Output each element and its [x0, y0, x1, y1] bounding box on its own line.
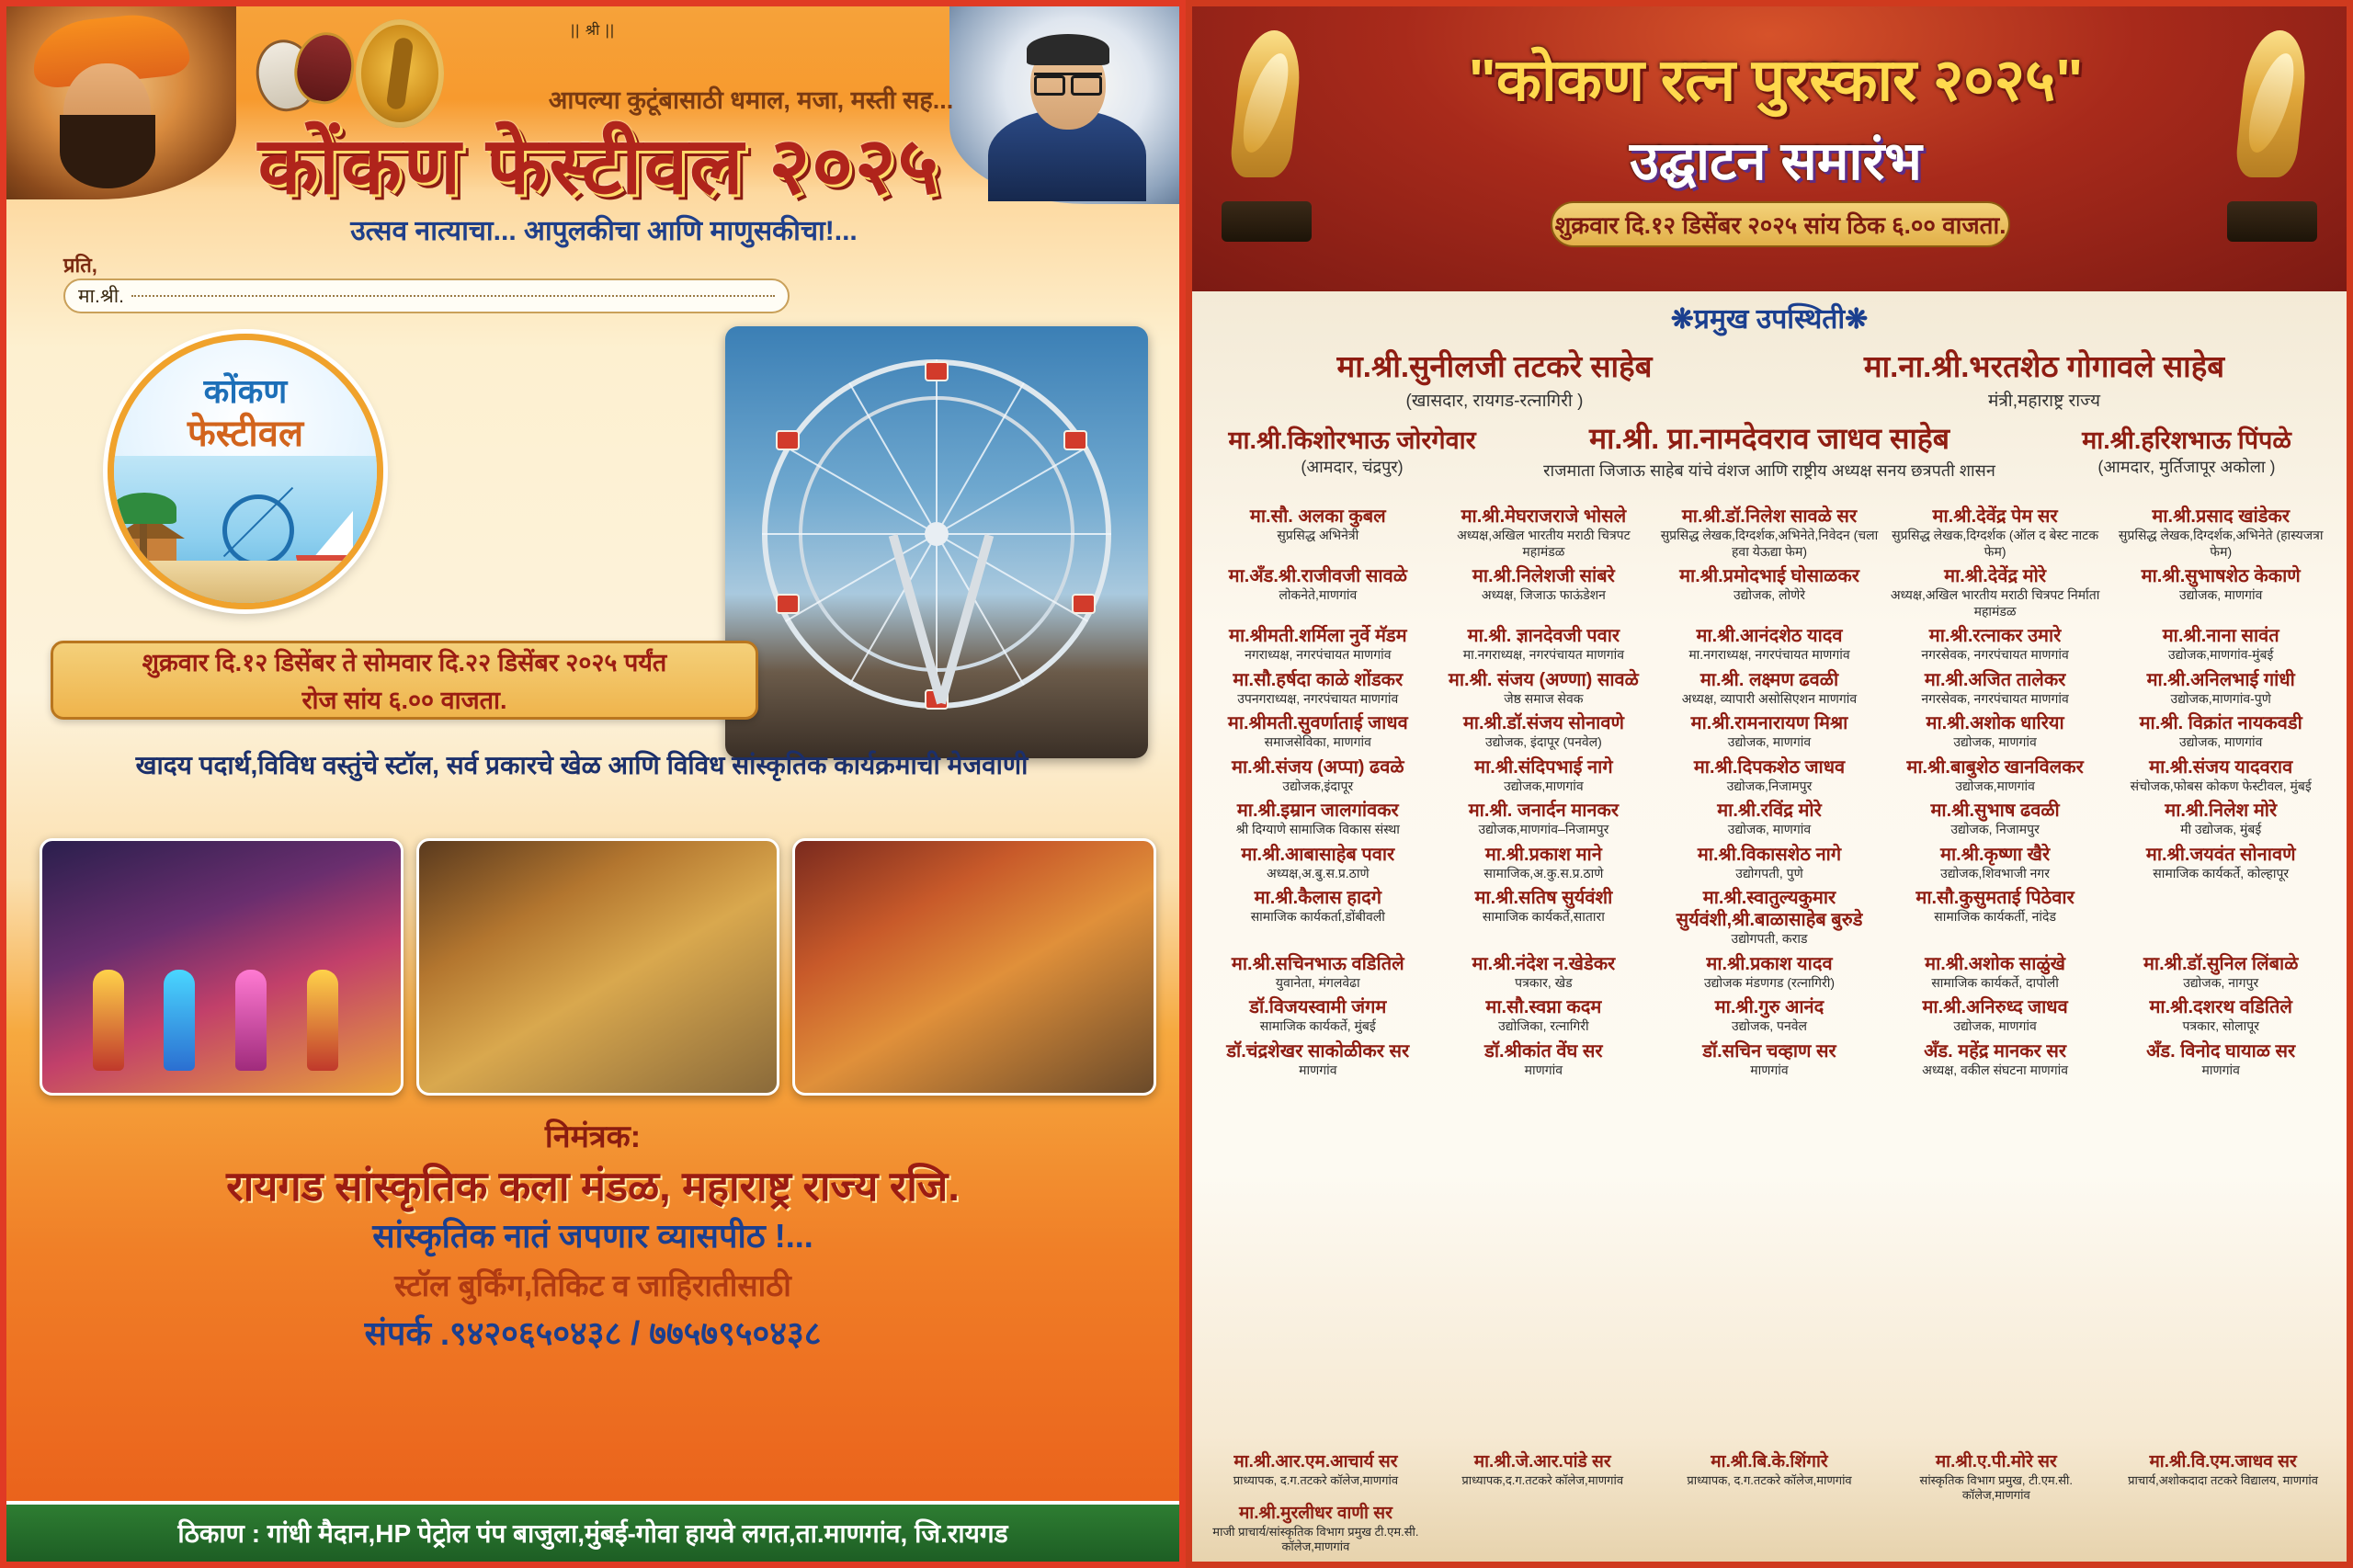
dancer-figure — [93, 970, 124, 1071]
guest-name: मा.श्री.दिपकशेठ जाधव — [1693, 756, 1846, 778]
guest-entry — [1658, 503, 1881, 562]
guest-designation: मी उद्योजक, मुंबई — [2180, 822, 2262, 836]
guest-entry — [1207, 562, 1429, 622]
guest-designation: पत्रकार, सोलापूर — [2182, 1018, 2259, 1033]
side-guest-name: मा.श्री.किशोरभाऊ जोरगेवार — [1228, 426, 1476, 454]
guest-name: मा.श्री.गुरु आनंद — [1714, 997, 1824, 1017]
guest-entry — [1884, 950, 2107, 994]
trophy-figure — [2234, 30, 2311, 177]
guest-name: डॉ.श्रीकांत वेंघ सर — [1484, 1040, 1603, 1062]
guest-entry — [1884, 994, 2107, 1038]
guest-name: मा.श्री.निलेश मोरे — [2165, 801, 2278, 821]
guest-designation: उद्योजक,निजामपुर — [1726, 778, 1813, 793]
organizer-slogan: सांस्कृतिक नातं जपणार व्यासपीठ !... — [372, 1217, 813, 1255]
guest-designation: सामाजिक कार्यकर्ते,सातारा — [1482, 909, 1605, 924]
guest-name: डॉ.विजयस्वामी जंगम — [1249, 997, 1387, 1017]
guest-designation: उद्योजक, माणगांव — [1727, 822, 1812, 836]
guest-entry — [1658, 710, 1881, 754]
bottom-guest-row — [1205, 1452, 2334, 1554]
guest-designation: सामाजिक कार्यकर्ते, दापोली — [1931, 974, 2059, 990]
guest-entry — [1884, 666, 2107, 710]
addressee-input-line[interactable] — [63, 278, 790, 313]
guest-designation: उद्योजक, नागपुर — [2183, 974, 2259, 990]
chief-guests-row — [1220, 345, 2319, 412]
trophy-base — [1222, 201, 1312, 242]
guest-name: मा.श्री.डॉ.संजय सोनावणे — [1462, 713, 1624, 733]
sailboat-icon — [313, 511, 353, 559]
side-guest-designation: (आमदार, चंद्रपुर) — [1301, 458, 1404, 476]
guest-name: मा.श्री. लक्ष्मण ढवळी — [1699, 669, 1839, 690]
guest-name: मा.श्री.प्रकाश माने — [1484, 844, 1602, 865]
bottom-guest-entry — [1659, 1452, 1881, 1503]
guest-entry — [2109, 666, 2332, 710]
guest-designation: सामाजिक,अ.कु.स.प्र.ठाणे — [1483, 865, 1604, 881]
guest-name: मा.श्रीमती.शर्मिला नुर्वे मॅडम — [1229, 626, 1407, 646]
guest-name: मा.सौ.स्वप्ना कदम — [1485, 997, 1602, 1017]
guest-name: मा.श्री.स्वातुल्यकुमार सुर्यवंशी,श्री.बाळासाहेब बुरुडे — [1676, 888, 1863, 930]
guest-designation: सामाजिक कार्यकर्ते, कोल्हापूर — [2153, 865, 2290, 881]
wheel-cabin — [776, 430, 800, 450]
guest-name: मा.श्री.सचिनभाऊ वडितिले — [1231, 953, 1404, 974]
guest-entry — [1658, 884, 1881, 950]
guest-entry — [1207, 1038, 1429, 1082]
guest-name: मा.श्री.सतिष सुर्यवंशी — [1474, 888, 1613, 908]
guest-name: मा.श्री.नंदेश न.खेडेकर — [1472, 953, 1616, 974]
festival-daily-time: रोज सांय ६.०० वाजता. — [301, 687, 507, 714]
guest-designation: उद्योजिका, रत्नागिरी — [1498, 1018, 1589, 1033]
guest-entry — [1207, 841, 1429, 885]
guest-name: मा.श्री.दशरथ वडितिले — [2149, 997, 2292, 1017]
guest-entry — [1433, 754, 1655, 798]
guest-designation: नगरसेवक, नगरपंचायत माणगांव — [1921, 690, 2069, 706]
theatre-masks-icon — [256, 27, 367, 119]
guest-designation: उद्योजक,इंदापूर — [1282, 778, 1354, 793]
glasses-icon — [1034, 73, 1102, 87]
guest-designation: उद्योजक मंडणगड (रत्नागिरी) — [1703, 974, 1835, 990]
guest-designation: सुप्रसिद्ध लेखक,दिग्दर्शक,अभिनेते (हास्यजत्रा फेम) — [2118, 528, 2324, 559]
guest-entry — [1433, 950, 1655, 994]
guest-entry — [1658, 622, 1881, 666]
guest-designation: माणगांव — [2201, 1062, 2240, 1077]
guest-designation: अध्यक्ष, वकील संघटना माणगांव — [1922, 1062, 2069, 1077]
guest-designation: सामाजिक कार्यकर्ता,डोंबीवली — [1250, 909, 1385, 924]
guest-name: मा.श्री.बि.के.शिंगारे — [1711, 1452, 1828, 1472]
guest-designation: माणगांव — [1524, 1062, 1563, 1077]
guest-name: मा.श्री.अजित तालेकर — [1924, 669, 2066, 690]
guest-name: मा.श्री.प्रकाश यादव — [1706, 953, 1833, 974]
contact-phone-numbers[interactable]: संपर्क .९४२०६५०४३८ / ७७५७९५०४३८ — [364, 1314, 822, 1352]
chief-guest — [1231, 345, 1758, 412]
guest-designation: पत्रकार, खेड — [1515, 974, 1573, 990]
guest-designation: सामाजिक कार्यकर्ती, नांदेड — [1934, 909, 2056, 924]
guest-name: मा.श्री.जयवंत सोनावणे — [2145, 844, 2296, 865]
guest-entry — [1658, 994, 1881, 1038]
guest-name: मा.श्री.ए.पी.मोरे सर — [1935, 1452, 2057, 1472]
guest-entry — [1658, 666, 1881, 710]
guest-name: मा.श्रीमती.सुवर्णाताई जाधव — [1227, 713, 1408, 733]
guest-designation: माणगांव — [1750, 1062, 1789, 1077]
guest-entry — [1433, 797, 1655, 841]
logo-beach-scene — [114, 456, 377, 603]
guest-entry — [1658, 797, 1881, 841]
guest-entry — [1207, 666, 1429, 710]
chief-guest-name: मा.श्री.सुनीलजी तटकरे साहेब — [1336, 349, 1653, 383]
guest-entry — [1884, 841, 2107, 885]
guest-name: मा.सौ.कुसुमताई पिठेवार — [1915, 888, 2075, 908]
festival-date-banner — [51, 641, 758, 720]
wheel-cabin — [1063, 430, 1087, 450]
guest-name: मा.श्री.प्रसाद खांडेकर — [2152, 506, 2290, 527]
guest-designation: मा.नगराध्यक्ष, नगरपंचायत माणगांव — [1688, 647, 1850, 662]
guest-designation: उद्योजक, निजामपुर — [1950, 822, 2040, 836]
shri-invocation: || श्री || — [571, 23, 615, 39]
guest-entry — [1884, 797, 2107, 841]
guest-entry — [2109, 884, 2332, 950]
guest-name: मा.श्री.अनिरुध्द जाधव — [1922, 997, 2068, 1017]
dancer-figure — [164, 970, 195, 1071]
guest-name: अँड. महेंद्र मानकर सर — [1924, 1040, 2067, 1062]
guest-designation: उद्योगपती, पुणे — [1735, 865, 1803, 881]
guest-designation: सुप्रसिद्ध लेखक,दिग्दर्शक,अभिनेते,निवेदन (चला हवा येऊद्या फेम) — [1660, 528, 1879, 559]
guest-designation: नगराध्यक्ष, नगरपंचायत माणगांव — [1245, 647, 1392, 662]
guest-name: मा.श्री. विक्रांत नायकवडी — [2139, 713, 2302, 733]
ferris-wheel-icon — [222, 494, 294, 566]
guest-entry — [1433, 841, 1655, 885]
guest-entry — [1433, 994, 1655, 1038]
guest-name: मा.श्री.अशोक धारिया — [1926, 713, 2064, 733]
guest-name: मा.श्री.कैलास हादगे — [1254, 888, 1382, 908]
organizer-name: रायगड सांस्कृतिक कला मंडळ, महाराष्ट्र राज्य रजि. — [226, 1163, 960, 1210]
guest-entry — [1658, 950, 1881, 994]
guest-entry — [1884, 1038, 2107, 1082]
trophy-base — [2227, 201, 2317, 242]
chief-guest-name: मा.ना.श्री.भरतशेठ गोगावले साहेब — [1863, 349, 2225, 383]
guest-entry — [2109, 622, 2332, 666]
guest-entry — [1433, 622, 1655, 666]
guest-name: मा.श्री.देवेंद्र पेम सर — [1932, 506, 2058, 527]
bottom-guest-entry — [1205, 1452, 1427, 1503]
guest-designation: नगरसेवक, नगरपंचायत माणगांव — [1921, 647, 2069, 662]
guest-entry — [1207, 950, 1429, 994]
guest-designation: उद्योजक, इंदापूर (पनवेल) — [1484, 734, 1602, 749]
inviter-label: निमंत्रक: — [544, 1119, 642, 1154]
wheel-hub — [925, 522, 949, 546]
guest-name: मा.श्री.वि.एम.जाधव सर — [2149, 1452, 2297, 1472]
guest-entry — [2109, 1038, 2332, 1082]
ferris-wheel-photo — [725, 326, 1148, 758]
guest-name: मा.श्री.इम्रान जालगांवकर — [1236, 801, 1399, 821]
festival-date-range: शुक्रवार दि.१२ डिसेंबर ते सोमवार दि.२२ डिसेंबर २०२५ पर्यंत — [142, 649, 667, 676]
guest-entry — [1884, 622, 2107, 666]
guest-name: मा.श्री.अनिलभाई गांधी — [2146, 669, 2295, 690]
guest-designation: प्राध्यापक, द.ग.तटकरे कॉलेज,माणगांव — [1687, 1473, 1852, 1488]
guest-entry — [1658, 562, 1881, 622]
guest-designation: उद्योजक, माणगांव — [2178, 734, 2263, 749]
guest-entry — [1433, 1038, 1655, 1082]
guest-designation: सामाजिक कार्यकर्ते, मुंबई — [1259, 1018, 1376, 1033]
festival-tagline-secondary: उत्सव नात्याचा... आपुलकीचा आणि माणुसकीचा!... — [350, 216, 858, 246]
guest-designation: उद्योजक, पनवेल — [1731, 1018, 1808, 1033]
folk-dance-photo — [40, 838, 404, 1096]
guest-entry — [1207, 710, 1429, 754]
guest-name: मा.श्री.रामनारायण मिश्रा — [1690, 713, 1848, 733]
chief-guest-designation: मंत्री,महाराष्ट्र राज्य — [1987, 392, 2101, 411]
central-guest-name: मा.श्री. प्रा.नामदेवराव जाधव साहेब — [1588, 422, 1950, 455]
guest-name: मा.श्री. संजय (अण्णा) सावळे — [1448, 669, 1639, 690]
central-guest-designation: राजमाता जिजाऊ साहेब यांचे वंशज आणि राष्ट्रीय अध्यक्ष सनय छत्रपती शासन — [1543, 461, 1995, 480]
guest-name: मा.श्री. ज्ञानदेवजी पवार — [1467, 626, 1620, 646]
guest-entry — [1884, 754, 2107, 798]
guest-designation: प्राचार्य,अशोकदादा तटकरे विद्यालय, माणगांव — [2128, 1473, 2319, 1488]
guest-designation: जेष्ठ समाज सेवक — [1504, 690, 1584, 706]
guest-name: मा.श्री.संदिपभाई नागे — [1474, 756, 1613, 778]
logo-line-2: फेस्टीवल — [187, 414, 304, 454]
guest-name: मा.श्री.मेघराजराजे भोसले — [1461, 506, 1627, 527]
guest-entry — [2109, 841, 2332, 885]
guest-name: मा.श्री.नाना सावंत — [2162, 626, 2279, 646]
guest-designation: माजी प्राचार्य/सांस्कृतिक विभाग प्रमुख टी.एम.सी. कॉलेज,माणगांव — [1212, 1524, 1419, 1553]
festival-logo — [108, 334, 383, 609]
guest-designation: उद्योजक, माणगांव — [1953, 1018, 2037, 1033]
festival-tagline-primary: आपल्या कुटूंबासाठी धमाल, मजा, मस्ती सह... — [548, 86, 954, 114]
guest-entry — [1433, 884, 1655, 950]
trophy-icon — [1216, 30, 1317, 242]
guest-name: डॉ.चंद्रशेखर साकोळीकर सर — [1226, 1040, 1410, 1062]
award-ceremony-poster — [1186, 0, 2353, 1568]
guest-entry — [1433, 562, 1655, 622]
guest-name: मा.श्री.आबासाहेब पवार — [1241, 844, 1395, 865]
guest-designation: सांस्कृतिक विभाग प्रमुख, टी.एम.सी. कॉलेज,माणगांव — [1919, 1473, 2074, 1503]
wheel-cabin — [925, 361, 949, 381]
venue-address-strip: ठिकाण : गांधी मैदान,HP पेट्रोल पंप बाजुला,मुंबई-गोवा हायवे लगत,ता.माणगांव, जि.रायगड — [6, 1501, 1179, 1562]
guest-designation: सुप्रसिद्ध लेखक,दिग्दर्शक (ऑल द बेस्ट नाटक फेम) — [1892, 528, 2099, 559]
trophy-figure — [1229, 30, 1305, 177]
guest-designation: अध्यक्ष,अ.बु.स.प्र.ठाणे — [1267, 865, 1370, 881]
guest-list-grid — [1207, 503, 2332, 1473]
guest-designation: उद्योजक, लोणेरे — [1733, 587, 1805, 602]
guest-entry — [1658, 841, 1881, 885]
guest-name: मा.श्री.सुभाष ढवळी — [1930, 801, 2060, 821]
guest-entry — [1207, 622, 1429, 666]
guest-entry — [2109, 503, 2332, 562]
guest-name: मा.श्री.आर.एम.आचार्य सर — [1233, 1452, 1398, 1472]
guest-designation: उद्योजक,माणगांव — [1955, 778, 2035, 793]
guest-entry — [1207, 797, 1429, 841]
guest-designation: लोकनेते,माणगांव — [1279, 587, 1358, 602]
guest-name: मा.श्री.जे.आर.पांडे सर — [1473, 1452, 1611, 1472]
guest-name: मा.श्री.रविंद्र मोरे — [1717, 801, 1822, 821]
guest-designation: युवानेता, मंगलवेढा — [1275, 974, 1360, 990]
guest-designation: मा.नगराध्यक्ष, नगरपंचायत माणगांव — [1462, 647, 1625, 662]
guest-name: मा.सौ. अलका कुबल — [1249, 506, 1386, 527]
guest-entry — [1207, 884, 1429, 950]
guest-name: मा.श्री.विकासशेठ नागे — [1697, 844, 1842, 865]
festival-photo-gallery — [40, 838, 1156, 1096]
guest-name: मा.श्री.देवेंद्र मोरे — [1944, 566, 2047, 586]
bottom-guest-entry — [1885, 1452, 2107, 1503]
dancer-figure — [235, 970, 267, 1071]
festival-title: कोंकण फेस्टीवल २०२५ — [257, 122, 941, 210]
guest-name: मा.श्री.मुरलीधर वाणी सर — [1238, 1503, 1392, 1523]
guest-designation: उपनगराध्यक्ष, नगरपंचायत माणगांव — [1237, 690, 1399, 706]
guest-designation: प्राध्यापक,द.ग.तटकरे कॉलेज,माणगांव — [1461, 1473, 1624, 1488]
guest-entry — [1207, 994, 1429, 1038]
guest-designation: अध्यक्ष,अखिल भारतीय मराठी चित्रपट महामंडळ — [1457, 528, 1631, 559]
guest-designation: उद्योजक, माणगांव — [2178, 587, 2263, 602]
crowd-festival-photo — [792, 838, 1156, 1096]
award-subtitle: उद्घाटन समारंभ — [1630, 131, 1922, 191]
guest-name: मा.अँड.श्री.राजीवजी सावळे — [1228, 566, 1407, 586]
guest-designation: उद्योजक,माणगांव-पुणे — [2170, 690, 2271, 706]
guest-entry — [1884, 884, 2107, 950]
guest-designation: उद्योगपती, कराड — [1731, 931, 1808, 946]
guest-name: डॉ.सचिन चव्हाण सर — [1702, 1040, 1836, 1062]
bottom-guest-entry — [1432, 1452, 1654, 1503]
guest-designation: सुप्रसिद्ध अभिनेत्री — [1277, 528, 1359, 542]
guest-designation: अध्यक्ष,अखिल भारतीय मराठी चित्रपट निर्माता महामंडळ — [1890, 587, 2100, 619]
guest-designation: उद्योजक, माणगांव — [1727, 734, 1812, 749]
guest-entry — [1884, 503, 2107, 562]
guest-name: मा.श्री.निलेशजी सांबरे — [1472, 566, 1615, 586]
guest-name: मा.श्री.डॉ.सुनिल लिंबाळे — [2143, 953, 2299, 974]
guest-designation: उद्योजक,माणगांव — [1504, 778, 1584, 793]
guest-name: मा.श्री.डॉ.निलेश सावळे सर — [1681, 506, 1858, 527]
guest-designation: समाजसेविका, माणगांव — [1264, 734, 1371, 749]
guest-designation: उद्योजक,माणगांव-मुंबई — [2167, 647, 2274, 662]
guest-name: मा.श्री.बाबुशेठ खानविलकर — [1906, 756, 2084, 778]
award-title: "कोकण रत्न पुरस्कार २०२५" — [1468, 47, 2084, 113]
bottom-guest-entry — [1205, 1504, 1427, 1554]
chief-guest — [1780, 345, 2308, 412]
guest-entry — [1884, 562, 2107, 622]
addressee-label: प्रति, — [63, 254, 97, 277]
side-guest-name: मा.श्री.हरिशभाऊ पिंपळे — [2082, 426, 2291, 454]
bottom-guest-entry — [2112, 1452, 2334, 1503]
guest-designation: प्राध्यापक, द.ग.तटकरे कॉलेज,माणगांव — [1233, 1473, 1399, 1488]
guest-designation: संचोजक,फोबस कोकण फेस्टीवल, मुंबई — [2130, 778, 2312, 793]
sand-strip — [114, 561, 377, 603]
booking-info: स्टॉल बुर्किंग,तिकिट व जाहिरातीसाठी — [394, 1268, 791, 1302]
guest-entry — [1433, 710, 1655, 754]
guest-name: अँड. विनोद घायाळ सर — [2146, 1040, 2296, 1062]
wheel-cabin — [1072, 594, 1096, 614]
guest-name: मा.सौ.हर्षदा काळे शोंडकर — [1233, 669, 1404, 690]
chief-guest-designation: (खासदार, रायगड-रत्नागिरी ) — [1405, 392, 1584, 411]
award-date-badge: शुक्रवार दि.१२ डिसेंबर २०२५ सांय ठिक ६.०० वाजता. — [1551, 201, 2010, 247]
central-chief-guest — [1192, 418, 2347, 482]
guest-entry — [2109, 754, 2332, 798]
guest-entry — [1433, 666, 1655, 710]
guest-entry — [1658, 754, 1881, 798]
guest-entry — [2109, 994, 2332, 1038]
guest-entry — [2109, 950, 2332, 994]
guest-name: मा.श्री. जनार्दन मानकर — [1468, 801, 1620, 821]
addressee-dotted-line — [131, 295, 775, 297]
guest-entry — [1658, 1038, 1881, 1082]
guest-name: मा.श्री.आनंदशेठ यादव — [1696, 626, 1843, 646]
trophy-icon — [2222, 30, 2323, 242]
logo-line-1: कोंकण — [203, 372, 288, 410]
guest-name: मा.श्री.प्रमोदभाई घोसाळकर — [1679, 566, 1859, 586]
guest-designation: उद्योजक,शिवभाजी नगर — [1940, 865, 2050, 881]
guest-entry — [1207, 503, 1429, 562]
chief-guests-heading: ❋प्रमुख उपस्थिती❋ — [1670, 304, 1869, 335]
guest-entry — [1433, 503, 1655, 562]
guest-entry — [2109, 562, 2332, 622]
guest-entry — [2109, 710, 2332, 754]
guest-designation: अध्यक्ष, जिजाऊ फाऊंडेशन — [1481, 587, 1606, 602]
guest-entry — [1884, 710, 2107, 754]
guest-name: मा.श्री.सुभाषशेठ केकाणे — [2141, 566, 2301, 586]
dancer-figure — [307, 970, 338, 1071]
addressee-prefix: मा.श्री. — [78, 286, 124, 307]
side-guest-designation: (आमदार, मुर्तिजापूर अकोला ) — [2097, 458, 2276, 476]
guest-designation: माणगांव — [1299, 1062, 1337, 1077]
guest-designation: उद्योजक,माणगांव–निजामपुर — [1478, 822, 1609, 836]
guest-designation: अध्यक्ष, व्यापारी असोसिएशन माणगांव — [1681, 690, 1858, 706]
guest-entry — [1207, 754, 1429, 798]
wheel-cabin — [776, 594, 800, 614]
guest-name: मा.श्री.कृष्णा खैरे — [1940, 844, 2051, 865]
food-stalls-photo — [416, 838, 780, 1096]
festival-description: खादय पदार्थ,विविध वस्तुंचे स्टॉल, सर्व प्रकारचे खेळ आणि विविध सांस्कृतिक कार्यक्रमाची मेजवाणी — [135, 751, 1029, 779]
guest-name: मा.श्री.रत्नाकर उमारे — [1928, 626, 2062, 646]
guest-entry — [2109, 797, 2332, 841]
guest-name: मा.श्री.संजय यादवराव — [2149, 756, 2293, 778]
guest-designation: उद्योजक, माणगांव — [1953, 734, 2037, 749]
guest-name: मा.श्री.अशोक साळुंखे — [1925, 953, 2066, 974]
guest-name: मा.श्री.संजय (अप्पा) ढवळे — [1232, 756, 1404, 778]
guest-designation: श्री दिग्याणे सामाजिक विकास संस्था — [1235, 822, 1400, 836]
